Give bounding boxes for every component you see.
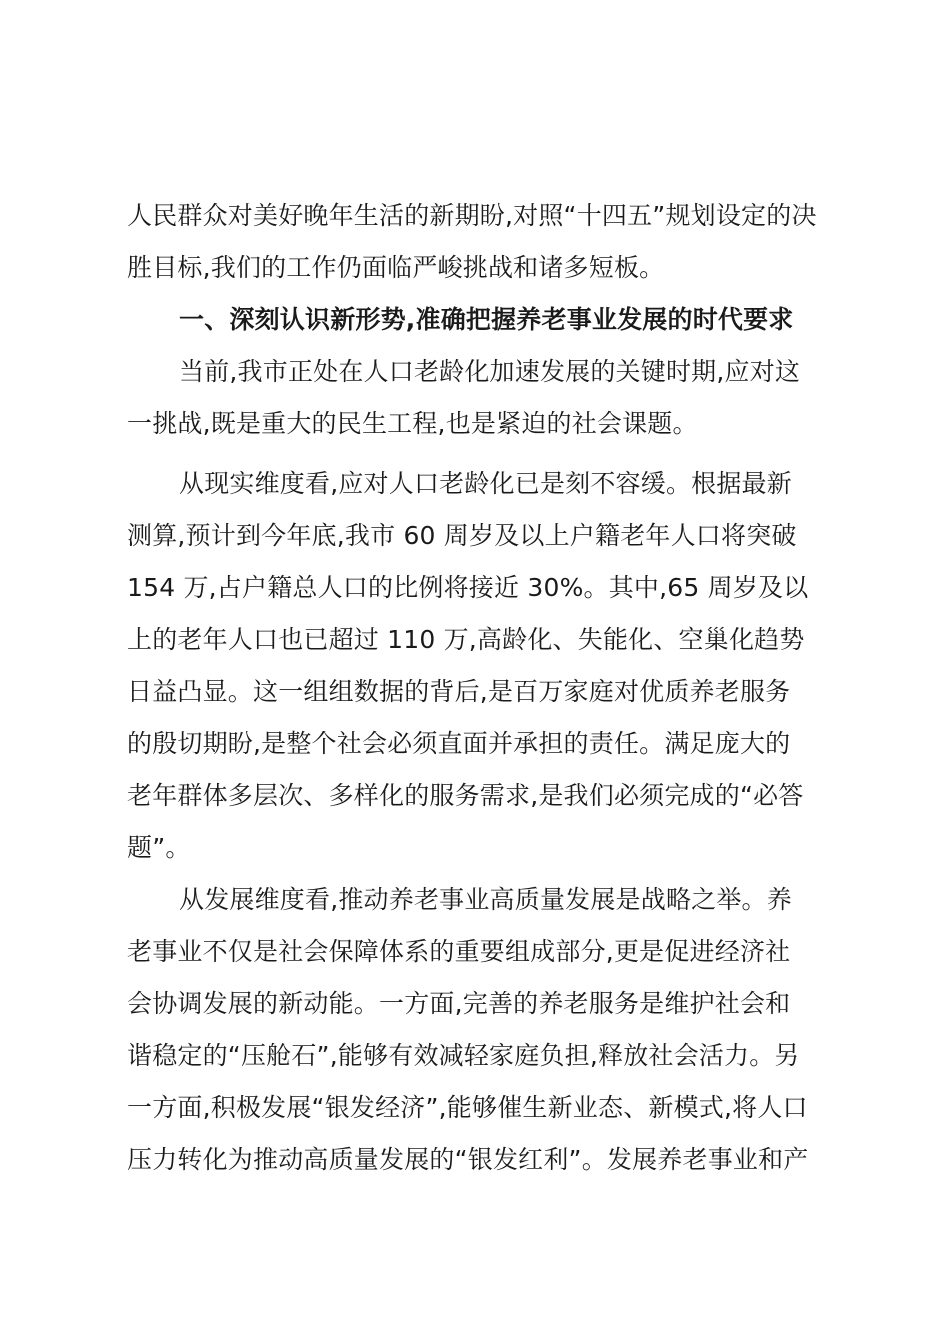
text-line: 胜目标,我们的工作仍面临严峻挑战和诸多短板。 [127,253,665,282]
document-page [127,190,824,1186]
text-line: 日益凸显。这一组组数据的背后,是百万家庭对优质养老服务 [127,677,791,706]
paragraph-development-dimension [127,874,824,1186]
text-line: 谐稳定的“压舱石”,能够有效减轻家庭负担,释放社会活力。另 [127,1041,800,1070]
text-line: 上的老年人口也已超过 110 万,高龄化、失能化、空巢化趋势 [127,625,805,654]
text-line: 会协调发展的新动能。一方面,完善的养老服务是维护社会和 [127,989,791,1018]
text-line: 题”。 [127,833,191,862]
text-line: 当前,我市正处在人口老龄化加速发展的关键时期,应对这 [179,357,801,386]
text-line: 测算,预计到今年底,我市 60 周岁及以上户籍老年人口将突破 [127,521,797,550]
text-line: 从发展维度看,推动养老事业高质量发展是战略之举。养 [179,885,792,914]
text-line: 一挑战,既是重大的民生工程,也是紧迫的社会课题。 [127,409,698,438]
text-line: 老事业不仅是社会保障体系的重要组成部分,更是促进经济社 [127,937,791,966]
section-heading [127,294,824,346]
text-line: 人民群众对美好晚年生活的新期盼,对照“十四五”规划设定的决 [127,201,817,230]
text-line: 压力转化为推动高质量发展的“银发红利”。发展养老事业和产 [127,1145,809,1174]
text-line: 的殷切期盼,是整个社会必须直面并承担的责任。满足庞大的 [127,729,791,758]
text-line: 154 万,占户籍总人口的比例将接近 30%。其中,65 周岁及以 [127,573,809,602]
paragraph-intro-continued [127,190,824,294]
text-line: 一方面,积极发展“银发经济”,能够催生新业态、新模式,将人口 [127,1093,808,1122]
text-line: 老年群体多层次、多样化的服务需求,是我们必须完成的“必答 [127,781,804,810]
paragraph-current-situation [127,346,824,450]
heading-line: 一、深刻认识新形势,准确把握养老事业发展的时代要求 [179,305,794,334]
text-line: 从现实维度看,应对人口老龄化已是刻不容缓。根据最新 [179,469,792,498]
paragraph-reality-dimension [127,458,824,874]
